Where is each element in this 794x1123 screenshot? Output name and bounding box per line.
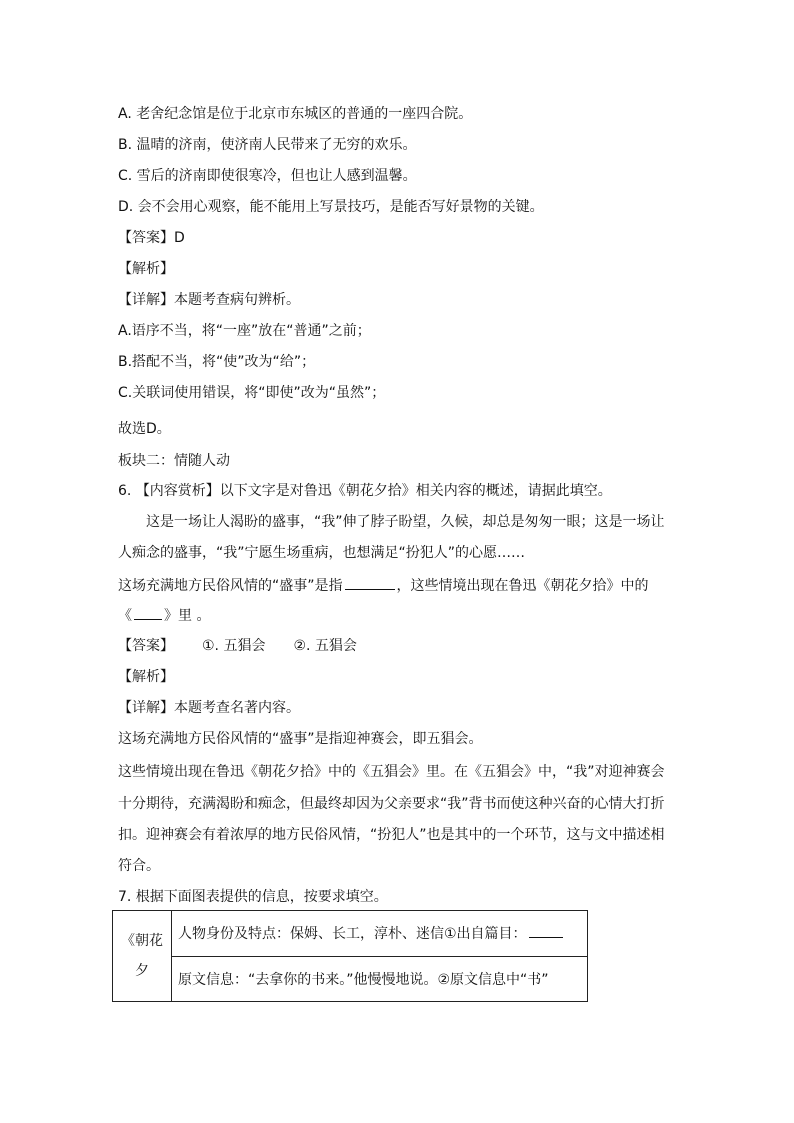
table-row-2: 原文信息：“去拿你的书来。”他慢慢地说。②原文信息中“书”: [172, 956, 588, 1002]
q6-fill-text-a: 这场充满地方民俗风情的“盛事”是指: [118, 578, 343, 594]
explanation-b: B.搭配不当，将“使”改为“给”；: [118, 354, 316, 370]
fill-blank-3[interactable]: [529, 923, 563, 938]
option-a: A. 老舍纪念馆是位于北京市东城区的普通的一座四合院。: [118, 106, 473, 122]
q6-para2-line3: 扣。迎神赛会有着浓厚的地方民俗风情，“扮犯人”也是其中的一个环节，这与文中描述相: [118, 827, 665, 843]
answer-1-q6: ①. 五猖会: [202, 638, 266, 654]
q6-fill-text-b: ，这些情境出现在鲁迅《朝花夕拾》中的: [396, 578, 649, 594]
option-c: C. 雪后的济南即使很寒冷，但也让人感到温馨。: [118, 168, 417, 184]
q7-stem: 7. 根据下面图表提供的信息，按要求填空。: [118, 889, 388, 905]
conclusion-q5: 故选D。: [118, 421, 171, 437]
answer-q6: [118, 636, 357, 656]
q7-info-table: [112, 910, 588, 1002]
q6-stem: 6. 【内容赏析】以下文字是对鲁迅《朝花夕拾》相关内容的概述，请据此填空。: [118, 483, 612, 499]
analysis-title-q5: 【解析】: [118, 261, 174, 277]
answer-q5: 【答案】D: [118, 230, 185, 246]
option-b: B. 温晴的济南，使济南人民带来了无穷的欢乐。: [118, 137, 417, 153]
row1-text: 人物身份及特点：保姆、长工，淳朴、迷信①出自篇目：: [178, 926, 527, 943]
q6-fill-line1: [118, 575, 649, 596]
q6-para2-line2: 十分期待，充满渴盼和痴念，但最终却因为父亲要求“我”背书而使这种兴奋的心情大打折: [118, 796, 665, 812]
fill-blank-2[interactable]: [134, 605, 162, 620]
q6-fill-close: 》里 。: [164, 608, 211, 624]
section-title: 板块二：情随人动: [118, 453, 230, 469]
answer-2-q6: ②. 五猖会: [293, 638, 357, 654]
q6-fill-line2: [118, 605, 210, 626]
q6-fill-open: 《: [118, 608, 132, 624]
table-row-1: [172, 911, 588, 957]
q6-para2-line4: 符合。: [118, 858, 160, 874]
explanation-c: C.关联词使用错误，将“即使”改为“虽然”；: [118, 385, 386, 401]
detail-q5: 【详解】本题考查病句辨析。: [118, 292, 300, 308]
option-d: D. 会不会用心观察，能不能用上写景技巧，是能否写好景物的关键。: [118, 199, 544, 215]
fill-blank-1[interactable]: [345, 575, 395, 590]
answer-label-q6: 【答案】: [118, 638, 174, 654]
q6-passage-line2: 人痴念的盛事，“我”宁愿生场重病，也想满足“扮犯人”的心愿……: [118, 545, 526, 561]
detail-q6: 【详解】本题考查名著内容。: [118, 700, 300, 716]
explanation-a: A.语序不当，将“一座”放在“普通”之前；: [118, 323, 371, 339]
q6-para1: 这场充满地方民俗风情的“盛事”是指迎神赛会，即五猖会。: [118, 731, 483, 747]
q6-para2-line1: 这些情境出现在鲁迅《朝花夕拾》中的《五猖会》里。在《五猖会》中，“我”对迎神赛会: [118, 764, 665, 780]
q6-passage-line1: 这是一场让人渴盼的盛事，“我”伸了脖子盼望，久候，却总是匆匆一眼；这是一场让: [146, 514, 665, 530]
analysis-title-q6: 【解析】: [118, 669, 174, 685]
table-left-cell: 《朝花夕: [113, 911, 172, 1002]
